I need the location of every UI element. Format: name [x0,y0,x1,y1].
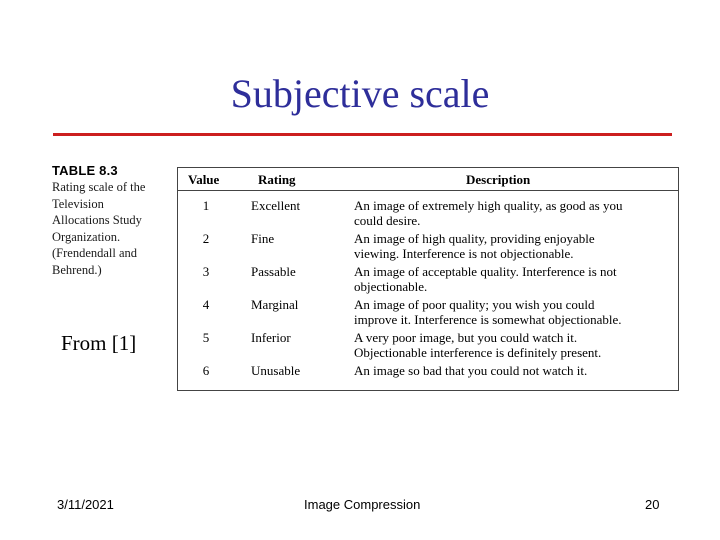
row-description: An image so bad that you could not watch it. [354,363,588,378]
row-value: 4 [202,297,210,312]
row-rating: Excellent [251,198,301,213]
row-rating: Passable [251,264,296,279]
header-description: Description [466,172,531,187]
row-description: An image of acceptable quality. Interference is not objectionable. [354,264,617,294]
slide-title: Subjective scale [230,71,490,116]
footer-date: 3/11/2021 [57,497,114,512]
row-description: An image of poor quality; you wish you could improve it. Interference is somewhat objectionable. [354,297,622,327]
row-rating: Marginal [251,297,299,312]
header-rating: Rating [258,172,296,187]
row-rating: Inferior [251,330,291,345]
row-rating: Unusable [251,363,301,378]
row-value: 1 [202,198,210,213]
footer-page-number: 20 [645,497,660,512]
row-value: 3 [202,264,210,279]
row-value: 6 [202,363,210,378]
row-description: A very poor image, but you could watch it. Objectionable interference is definitely present. [354,330,602,360]
header-value: Value [188,172,220,187]
row-description: An image of extremely high quality, as good as you could desire. [354,198,623,228]
row-value: 5 [202,330,210,345]
title-divider [53,133,672,136]
table-caption [52,163,170,278]
caption-text: Rating scale of the Television Allocations Study Organization. (Frendendall and Behrend.) [52,180,146,277]
rating-table [177,167,679,391]
row-description: An image of high quality, providing enjoyable viewing. Interference is not objectionable. [354,231,595,261]
footer-title: Image Compression [304,497,421,512]
row-value: 2 [202,231,210,246]
source-label: From [1] [61,331,137,355]
row-rating: Fine [251,231,275,246]
caption-heading: TABLE 8.3 [52,163,118,178]
table-header [178,168,678,191]
